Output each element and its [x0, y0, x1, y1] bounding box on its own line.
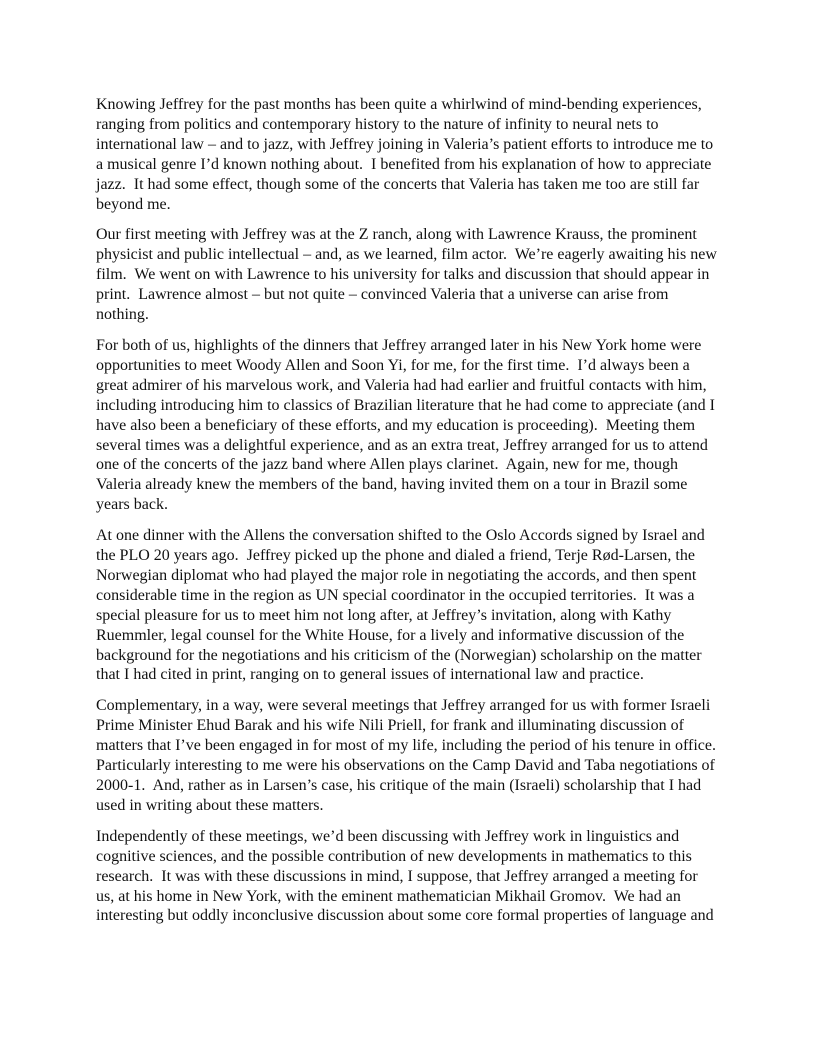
- text-line: have also been a beneficiary of these efforts, and my education is proceeding). Meeting them: [96, 416, 696, 434]
- text-line: jazz. It had some effect, though some of the concerts that Valeria has taken me too are still far: [96, 175, 700, 193]
- paragraph-4: [96, 526, 720, 685]
- text-line: Norwegian diplomat who had played the major role in negotiating the accords, and then spent: [96, 566, 697, 584]
- text-line: that I had cited in print, ranging on to general issues of international law and practice.: [96, 666, 644, 684]
- text-line: matters that I’ve been engaged in for most of my life, including the period of his tenure in office.: [96, 737, 716, 755]
- text-line: several times was a delightful experience, and as an extra treat, Jeffrey arranged for us to attend: [96, 436, 708, 454]
- text-line: research. It was with these discussions in mind, I suppose, that Jeffrey arranged a meeting for: [96, 867, 698, 885]
- text-line: Independently of these meetings, we’d been discussing with Jeffrey work in linguistics and: [96, 827, 680, 845]
- text-line: At one dinner with the Allens the conversation shifted to the Oslo Accords signed by Israel and: [96, 527, 705, 545]
- text-line: opportunities to meet Woody Allen and Soon Yi, for me, for the first time. I’d always been a: [96, 356, 690, 374]
- text-line: years back.: [96, 496, 168, 514]
- text-line: physicist and public intellectual – and, as we learned, film actor. We’re eagerly awaiting his new: [96, 246, 717, 264]
- text-line: Knowing Jeffrey for the past months has been quite a whirlwind of mind-bending experiences,: [96, 96, 702, 113]
- text-line: great admirer of his marvelous work, and Valeria had had earlier and fruitful contacts with him,: [96, 376, 707, 394]
- text-line: one of the concerts of the jazz band where Allen plays clarinet. Again, new for me, though: [96, 456, 679, 474]
- document-page: [96, 95, 720, 937]
- text-line: special pleasure for us to meet him not long after, at Jeffrey’s invitation, along with Kathy: [96, 606, 672, 624]
- text-line: Our first meeting with Jeffrey was at the Z ranch, along with Lawrence Krauss, the prominent: [96, 226, 697, 244]
- text-line: ranging from politics and contemporary history to the nature of infinity to neural nets to: [96, 115, 659, 133]
- text-line: Complementary, in a way, were several meetings that Jeffrey arranged for us with former Israeli: [96, 697, 711, 715]
- text-line: interesting but oddly inconclusive discussion about some core formal properties of language and: [96, 907, 714, 925]
- text-line: beyond me.: [96, 195, 171, 213]
- text-line: nothing.: [96, 306, 149, 324]
- text-line: film. We went on with Lawrence to his university for talks and discussion that should appear in: [96, 266, 710, 284]
- text-line: us, at his home in New York, with the eminent mathematician Mikhail Gromov. We had an: [96, 887, 681, 905]
- text-line: used in writing about these matters.: [96, 796, 324, 814]
- text-line: Valeria already knew the members of the band, having invited them on a tour in Brazil some: [96, 476, 688, 494]
- text-line: considerable time in the region as UN special coordinator in the occupied territories. It was a: [96, 586, 695, 604]
- paragraph-2: [96, 225, 720, 325]
- text-line: background for the negotiations and his criticism of the (Norwegian) scholarship on the matter: [96, 646, 702, 664]
- text-line: international law – and to jazz, with Jeffrey joining in Valeria’s patient efforts to introduce me to: [96, 135, 714, 153]
- paragraph-3: [96, 336, 720, 515]
- text-line: cognitive sciences, and the possible contribution of new developments in mathematics to this: [96, 847, 692, 865]
- text-line: Prime Minister Ehud Barak and his wife Nili Priell, for frank and illuminating discussion of: [96, 717, 684, 735]
- text-line: the PLO 20 years ago. Jeffrey picked up the phone and dialed a friend, Terje Rød-Larsen, the: [96, 547, 695, 565]
- text-line: Particularly interesting to me were his observations on the Camp David and Taba negotiations of: [96, 757, 715, 775]
- text-line: including introducing him to classics of Brazilian literature that he had come to appreciate (and I: [96, 396, 715, 414]
- text-line: 2000-1. And, rather as in Larsen’s case, his critique of the main (Israeli) scholarship that I had: [96, 777, 702, 794]
- paragraph-6: [96, 827, 720, 927]
- text-line: For both of us, highlights of the dinners that Jeffrey arranged later in his New York home were: [96, 336, 702, 354]
- text-line: Ruemmler, legal counsel for the White House, for a lively and informative discussion of the: [96, 626, 685, 644]
- paragraph-5: [96, 696, 720, 815]
- text-line: print. Lawrence almost – but not quite – convinced Valeria that a universe can arise from: [96, 286, 669, 304]
- text-line: a musical genre I’d known nothing about. I benefited from his explanation of how to appreciate: [96, 155, 712, 173]
- paragraph-1: [96, 95, 720, 214]
